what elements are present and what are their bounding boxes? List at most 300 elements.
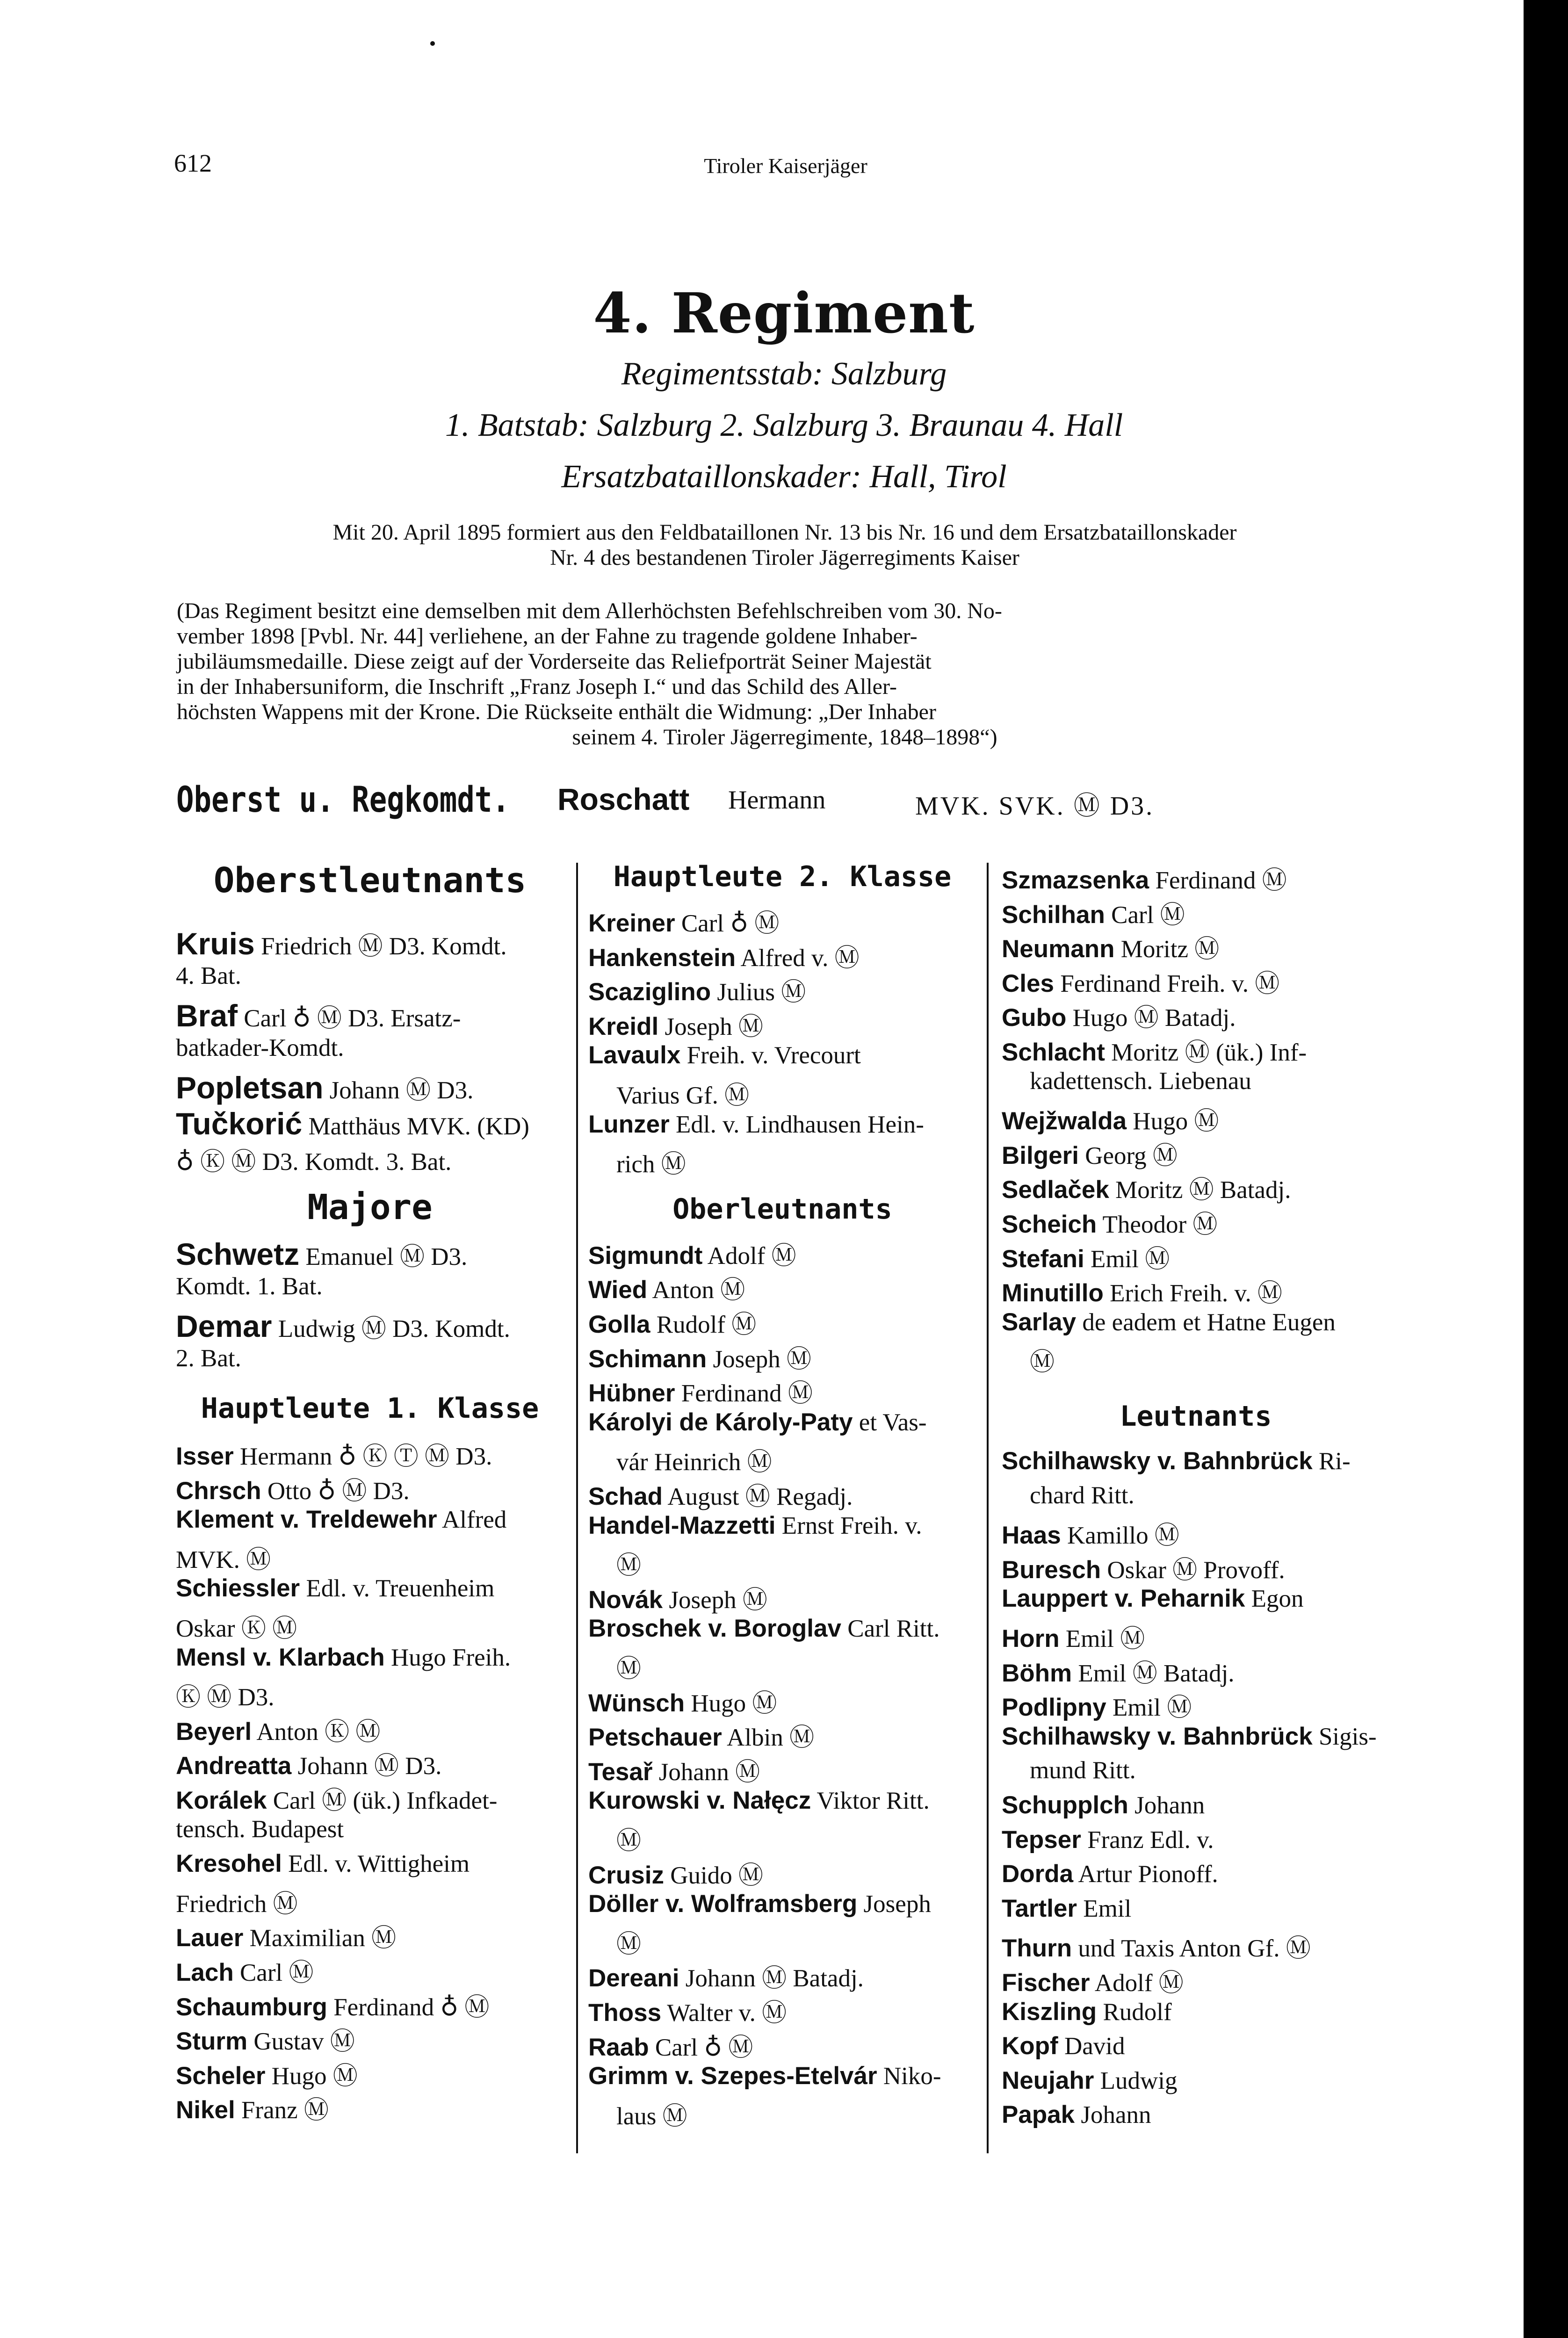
roster-entry — [588, 1614, 940, 1643]
page-title: 4. Regiment — [593, 281, 975, 346]
officer-surname: Demar — [176, 1309, 272, 1343]
officer-surname: Hübner — [588, 1379, 675, 1407]
officer-details: Franz Ⓜ — [235, 2097, 329, 2124]
officer-details: Ⓚ Ⓜ D3. — [176, 1684, 275, 1711]
officer-surname: Böhm — [1002, 1659, 1072, 1687]
officer-details: 2. Bat. — [176, 1345, 241, 1372]
officer-details: Adolf Ⓜ — [702, 1242, 796, 1270]
officer-surname: Korálek — [176, 1787, 267, 1814]
officer-surname: Klement v. Treldewehr — [176, 1506, 437, 1534]
officer-surname: Scheich — [1002, 1211, 1097, 1238]
roster-entry — [588, 972, 806, 1008]
roster-entry — [176, 1236, 467, 1272]
roster-entry — [1002, 1273, 1282, 1309]
roster-entry — [588, 1236, 796, 1271]
officer-surname: Schiessler — [176, 1574, 300, 1602]
officer-details: Carl Ⓜ — [233, 1959, 314, 1986]
officer-surname: Kurowski v. Nałęcz — [588, 1787, 811, 1815]
officer-details: Egon — [1245, 1585, 1304, 1613]
roster-entry — [1002, 1136, 1178, 1171]
officer-surname: Schilhawsky v. Bahnbrück — [1002, 1447, 1313, 1475]
officer-surname: Lunzer — [588, 1110, 670, 1138]
roster-entry — [1002, 2032, 1125, 2060]
roster-entry — [1002, 998, 1236, 1033]
officer-surname: Schilhan — [1002, 901, 1105, 929]
officer-details: kadettensch. Liebenau — [1030, 1067, 1251, 1095]
officer-surname: Neumann — [1002, 935, 1115, 963]
roster-entry-continuation — [1002, 1342, 1055, 1378]
officer-details: Ⓜ — [616, 1552, 641, 1580]
officer-surname: Kruis — [176, 926, 255, 961]
roster-entry-continuation — [588, 1821, 641, 1856]
officer-surname: Wünsch — [588, 1689, 685, 1717]
officer-details: Anton Ⓜ — [647, 1277, 745, 1304]
officer-details: mund Ritt. — [1030, 1757, 1136, 1784]
roster-entry — [588, 2028, 753, 2063]
officer-details: Carl Ⓜ (ük.) Infkadet- — [267, 1787, 498, 1814]
officer-details: Ludwig — [1094, 2067, 1178, 2094]
officer-details: Otto ♁ Ⓜ D3. — [261, 1477, 410, 1505]
oberst-decorations: MVK. SVK. Ⓜ D3. — [915, 792, 1155, 821]
officer-surname: Tepser — [1002, 1826, 1081, 1854]
officer-details: Alfred v. Ⓜ — [736, 944, 860, 972]
officer-details: rich Ⓜ — [616, 1151, 686, 1178]
officer-details: Oskar Ⓜ Provoff. — [1101, 1556, 1285, 1584]
roster-entry-continuation — [176, 1344, 241, 1372]
roster-entry — [588, 2062, 941, 2090]
roster-entry — [1002, 1205, 1217, 1240]
roster-entry — [588, 1373, 813, 1409]
section-heading: Hauptleute 1. Klasse — [201, 1392, 539, 1425]
officer-details: Kamillo Ⓜ — [1061, 1522, 1179, 1550]
officer-details: Komdt. 1. Bat. — [176, 1273, 323, 1300]
officer-surname: Kreidl — [588, 1012, 659, 1040]
officer-surname: Andreatta — [176, 1752, 292, 1780]
officer-surname: Thoss — [588, 1999, 662, 2027]
officer-details: Carl Ritt. — [841, 1615, 940, 1643]
officer-surname: Schaumburg — [176, 1993, 327, 2021]
section-heading: Oberleutnants — [672, 1192, 892, 1226]
intro-line: (Das Regiment besitzt eine demselben mit dem Allerhöchsten Befehlschreiben vom 30. No- — [177, 599, 1002, 623]
officer-surname: Schilhawsky v. Bahnbrück — [1002, 1722, 1313, 1750]
roster-entry — [588, 1890, 931, 1918]
column-rule — [987, 863, 989, 2153]
officer-details: Sigis- — [1312, 1723, 1377, 1750]
roster-entry — [176, 2090, 329, 2126]
officer-surname: Thurn — [1002, 1934, 1072, 1963]
officer-details: Hugo Freih. — [384, 1644, 511, 1671]
officer-details: Emil Ⓜ — [1084, 1245, 1170, 1273]
officer-details: Walter v. Ⓜ — [661, 1999, 787, 2027]
officer-details: Anton Ⓚ Ⓜ — [252, 1718, 381, 1746]
subline-ersatz: Ersatzbataillonskader: Hall, Tirol — [561, 459, 1007, 495]
roster-entry — [1002, 1998, 1172, 2026]
roster-entry — [588, 1270, 745, 1306]
roster-entry-continuation — [176, 1034, 344, 1062]
officer-details: Friedrich Ⓜ — [176, 1890, 298, 1918]
officer-surname: Scaziglino — [588, 978, 711, 1006]
roster-entry — [176, 1574, 494, 1602]
subline-regimentsstab: Regimentsstab: Salzburg — [621, 356, 947, 392]
officer-surname: Cles — [1002, 969, 1054, 997]
officer-details: batkader-Komdt. — [176, 1034, 344, 1061]
officer-details: Ferdinand ♁ Ⓜ — [327, 1993, 490, 2021]
officer-surname: Károlyi de Károly-Paty — [588, 1408, 853, 1436]
roster-entry — [588, 1339, 811, 1375]
intro-line: Mit 20. April 1895 formiert aus den Feldbataillonen Nr. 13 bis Nr. 16 und dem Ersatzbataillonskader — [332, 520, 1237, 545]
roster-entry — [176, 1918, 396, 1954]
roster-entry — [588, 1855, 763, 1891]
officer-details: Hugo Ⓜ — [1127, 1108, 1219, 1135]
roster-entry — [176, 998, 461, 1034]
officer-surname: Sigmundt — [588, 1241, 703, 1270]
officer-details: Ⓜ — [616, 1827, 641, 1855]
officer-details: Johann Ⓜ — [652, 1758, 760, 1786]
officer-details: Varius Gf. Ⓜ — [616, 1082, 750, 1109]
officer-surname: Minutillo — [1002, 1279, 1104, 1307]
officer-surname: Papak — [1002, 2101, 1075, 2129]
roster-entry-continuation — [1002, 1756, 1136, 1784]
scan-speck — [430, 41, 435, 46]
officer-details: Carl Ⓜ — [1105, 901, 1185, 929]
roster-entry-continuation — [176, 1272, 323, 1300]
roster-entry — [588, 1752, 760, 1788]
roster-entry — [1002, 1963, 1184, 1999]
roster-entry — [1002, 1239, 1170, 1275]
officer-details: de eadem et Hatne Eugen — [1076, 1308, 1336, 1336]
roster-entry — [588, 1683, 777, 1719]
roster-entry-continuation — [588, 1442, 772, 1478]
roster-entry — [588, 938, 860, 974]
officer-details: Viktor Ritt. — [811, 1787, 930, 1815]
officer-details: tensch. Budapest — [176, 1815, 344, 1843]
roster-entry-continuation — [588, 1649, 641, 1684]
roster-entry-continuation — [176, 1540, 271, 1575]
roster-entry — [588, 1007, 763, 1042]
officer-details: chard Ritt. — [1030, 1481, 1134, 1509]
officer-details: vár Heinrich Ⓜ — [616, 1449, 772, 1476]
officer-surname: Broschek v. Boroglav — [588, 1615, 841, 1643]
roster-entry-continuation — [176, 1884, 298, 1919]
officer-details: Georg Ⓜ — [1078, 1142, 1178, 1169]
officer-details: Rudolf Ⓜ — [650, 1311, 757, 1338]
officer-surname: Gubo — [1002, 1004, 1067, 1032]
roster-entry — [176, 1505, 506, 1534]
roster-entry-continuation — [1002, 1067, 1251, 1095]
officer-details: Joseph Ⓜ — [663, 1586, 767, 1614]
officer-details: Albin Ⓜ — [722, 1724, 815, 1752]
roster-entry — [588, 1305, 756, 1340]
officer-details: Ernst Freih. v. — [775, 1512, 922, 1539]
officer-surname: Schupplch — [1002, 1791, 1128, 1819]
column-rule — [576, 863, 578, 2153]
roster-entry — [1002, 1308, 1336, 1336]
officer-details: Carl ♁ Ⓜ D3. Ersatz- — [238, 1005, 461, 1032]
officer-surname: Szmazsenka — [1002, 866, 1149, 894]
officer-details: Artur Pionoff. — [1073, 1861, 1218, 1888]
officer-surname: Döller v. Wolframsberg — [588, 1890, 858, 1918]
intro-line: seinem 4. Tiroler Jägerregimente, 1848–1898“) — [572, 725, 997, 750]
officer-surname: Lavaulx — [588, 1041, 681, 1069]
roster-entry — [1002, 895, 1185, 931]
page-number: 612 — [174, 149, 212, 177]
oberst-given-name: Hermann — [728, 786, 826, 815]
officer-details: Rudolf — [1097, 1998, 1172, 2026]
officer-surname: Mensl v. Klarbach — [176, 1643, 385, 1671]
roster-entry — [1002, 1928, 1311, 1964]
officer-surname: Popletsan — [176, 1070, 324, 1105]
officer-details: Emil Ⓜ — [1106, 1694, 1192, 1722]
roster-entry — [176, 1987, 489, 2023]
intro-paragraph-2 — [177, 599, 1393, 750]
roster-entry-continuation — [1002, 1481, 1134, 1509]
officer-details: Moritz Ⓜ (ük.) Inf- — [1105, 1039, 1307, 1066]
roster-entry — [176, 926, 507, 962]
officer-surname: Buresch — [1002, 1556, 1101, 1584]
roster-entry — [588, 1511, 922, 1540]
roster-entry — [588, 903, 779, 939]
roster-entry — [1002, 1688, 1192, 1723]
officer-surname: Braf — [176, 998, 238, 1033]
section-heading: Majore — [307, 1187, 433, 1227]
roster-entry — [1002, 1170, 1291, 1205]
roster-entry-continuation — [588, 1075, 749, 1111]
officer-details: Johann Ⓜ Batadj. — [679, 1965, 864, 1992]
officer-details: Julius Ⓜ — [711, 979, 806, 1006]
roster-entry — [588, 1408, 927, 1436]
roster-entry — [1002, 1894, 1131, 1923]
oberst-rank: Oberst u. Regkomdt. — [176, 779, 510, 820]
officer-details: Johann Ⓜ D3. — [323, 1077, 474, 1104]
officer-surname: Schwetz — [176, 1237, 300, 1271]
roster-entry — [1002, 1101, 1219, 1137]
intro-line: höchsten Wappens mit der Krone. Die Rückseite enthält die Widmung: „Der Inhaber — [177, 700, 936, 724]
roster-entry — [176, 1953, 313, 1988]
roster-entry-continuation — [588, 1924, 641, 1960]
roster-entry — [1002, 1619, 1145, 1654]
officer-surname: Golla — [588, 1311, 650, 1338]
roster-entry — [1002, 1584, 1303, 1613]
roster-entry — [176, 1849, 470, 1878]
officer-surname: Wejžwalda — [1002, 1107, 1127, 1135]
intro-line: in der Inhabersuniform, die Inschrift „Franz Joseph I.“ und das Schild des Aller- — [177, 674, 897, 699]
officer-surname: Scheler — [176, 2062, 266, 2090]
section-heading: Oberstleutnants — [213, 860, 527, 901]
roster-entry — [176, 2056, 358, 2092]
officer-details: Ri- — [1312, 1448, 1351, 1475]
roster-entry — [176, 1308, 510, 1344]
roster-entry — [176, 1070, 473, 1106]
officer-surname: Isser — [176, 1443, 234, 1470]
officer-surname: Lauer — [176, 1924, 244, 1952]
officer-details: Johann — [1128, 1792, 1205, 1819]
officer-surname: Schlacht — [1002, 1039, 1105, 1066]
officer-details: Matthäus MVK. (KD) — [302, 1113, 529, 1140]
officer-surname: Horn — [1002, 1625, 1060, 1652]
officer-details: Carl ♁ Ⓜ — [649, 2034, 753, 2061]
roster-entry — [1002, 1791, 1205, 1819]
officer-details: Gustav Ⓜ — [247, 2028, 355, 2056]
officer-details: Moritz Ⓜ — [1114, 936, 1220, 963]
officer-details: Carl ♁ Ⓜ — [675, 910, 780, 937]
roster-entry-continuation — [176, 1609, 297, 1644]
officer-details: Moritz Ⓜ Batadj. — [1109, 1176, 1291, 1204]
officer-surname: Fischer — [1002, 1969, 1090, 1997]
intro-paragraph-1 — [177, 520, 1393, 570]
roster-entry — [1002, 1550, 1285, 1586]
officer-details: Guido Ⓜ — [664, 1862, 763, 1889]
officer-surname: Lauppert v. Peharnik — [1002, 1585, 1245, 1613]
officer-details: August Ⓜ Regadj. — [663, 1483, 853, 1510]
officer-details: Ferdinand Ⓜ — [1149, 867, 1287, 894]
officer-surname: Lach — [176, 1959, 234, 1986]
running-head: Tiroler Kaiserjäger — [704, 154, 867, 178]
roster-entry — [1002, 1447, 1351, 1475]
officer-surname: Kiszling — [1002, 1998, 1097, 2026]
officer-details: Ferdinand Freih. v. Ⓜ — [1054, 970, 1280, 997]
section-heading: Leutnants — [1120, 1400, 1272, 1433]
officer-surname: Schimann — [588, 1345, 707, 1373]
subline-batstab: 1. Batstab: Salzburg 2. Salzburg 3. Braunau 4. Hall — [445, 407, 1123, 443]
roster-entry — [588, 1580, 767, 1616]
officer-details: Emil Ⓜ Batadj. — [1072, 1660, 1235, 1687]
officer-surname: Tesař — [588, 1758, 653, 1786]
officer-surname: Petschauer — [588, 1724, 722, 1752]
roster-entry — [588, 1477, 853, 1512]
officer-details: David — [1058, 2033, 1125, 2060]
officer-surname: Novák — [588, 1586, 663, 1614]
roster-entry-continuation — [176, 1142, 451, 1177]
roster-entry — [588, 1993, 787, 2028]
officer-details: Freih. v. Vrecourt — [680, 1042, 861, 1069]
officer-details: Joseph — [857, 1891, 931, 1918]
officer-surname: Podlipny — [1002, 1694, 1106, 1722]
officer-details: Hermann ♁ Ⓚ Ⓣ Ⓜ D3. — [233, 1443, 492, 1470]
officer-surname: Hankenstein — [588, 944, 736, 972]
officer-details: 4. Bat. — [176, 962, 241, 989]
scan-border — [1524, 0, 1568, 2338]
officer-surname: Sturm — [176, 2028, 248, 2056]
roster-entry-continuation — [176, 1815, 344, 1843]
officer-surname: Tartler — [1002, 1894, 1077, 1922]
officer-surname: Kreiner — [588, 909, 675, 937]
roster-entry — [1002, 1653, 1235, 1689]
officer-details: Joseph Ⓜ — [658, 1013, 763, 1040]
roster-entry-continuation — [588, 1545, 641, 1581]
roster-entry — [588, 1786, 930, 1815]
oberst-entry — [176, 779, 1392, 825]
roster-entry — [1002, 860, 1287, 896]
roster-entry — [176, 1781, 497, 1816]
officer-surname: Nikel — [176, 2096, 235, 2124]
officer-details: Adolf Ⓜ — [1090, 1970, 1184, 1997]
officer-details: Erich Freih. v. Ⓜ — [1103, 1280, 1283, 1307]
roster-entry-continuation — [588, 1144, 686, 1180]
officer-surname: Dereani — [588, 1964, 679, 1992]
officer-surname: Bilgeri — [1002, 1141, 1079, 1169]
officer-details: Johann Ⓜ D3. — [291, 1753, 442, 1780]
officer-details: Friedrich Ⓜ D3. Komdt. — [254, 933, 507, 960]
intro-line: vember 1898 [Pvbl. Nr. 44] verliehene, an der Fahne zu tragende goldene Inhaber- — [177, 624, 918, 649]
roster-entry — [588, 1110, 924, 1139]
roster-entry — [1002, 1515, 1179, 1551]
officer-surname: Haas — [1002, 1522, 1061, 1550]
roster-entry — [176, 1712, 380, 1747]
officer-details: Hugo Ⓜ — [685, 1689, 777, 1717]
officer-details: laus Ⓜ — [616, 2102, 687, 2130]
officer-details: Ⓜ — [616, 1655, 641, 1682]
officer-surname: Dorda — [1002, 1860, 1074, 1888]
roster-entry — [588, 1041, 861, 1069]
officer-details: Edl. v. Wittigheim — [282, 1850, 470, 1878]
officer-details: Niko- — [877, 2063, 941, 2090]
roster-entry-continuation — [176, 1677, 275, 1713]
officer-details: Hugo Ⓜ Batadj. — [1066, 1004, 1236, 1032]
oberst-surname: Roschatt — [557, 782, 690, 816]
officer-details: Joseph Ⓜ — [707, 1345, 812, 1373]
officer-details: Emil — [1077, 1895, 1132, 1922]
officer-details: Oskar Ⓚ Ⓜ — [176, 1615, 297, 1642]
officer-surname: Grimm v. Szepes-Etelvár — [588, 2062, 877, 2090]
roster-entry-continuation — [588, 2096, 687, 2132]
officer-surname: Beyerl — [176, 1717, 252, 1746]
roster-entry — [176, 1471, 410, 1507]
roster-entry — [1002, 2100, 1151, 2129]
roster-entry — [1002, 964, 1279, 999]
officer-details: Theodor Ⓜ — [1097, 1211, 1218, 1238]
roster-entry — [1002, 1860, 1218, 1888]
roster-entry — [176, 1106, 529, 1141]
officer-details: ♁ Ⓚ Ⓜ D3. Komdt. 3. Bat. — [176, 1148, 452, 1176]
section-heading: Hauptleute 2. Klasse — [613, 860, 952, 893]
roster-entry — [176, 1643, 511, 1672]
officer-surname: Raab — [588, 2033, 649, 2061]
officer-details: Ⓜ — [1030, 1349, 1055, 1376]
officer-details: Edl. v. Treuenheim — [300, 1575, 495, 1602]
officer-details: Emil Ⓜ — [1059, 1625, 1145, 1652]
intro-line: Nr. 4 des bestandenen Tiroler Jägerregiments Kaiser — [550, 545, 1019, 570]
officer-details: Franz Edl. v. — [1081, 1826, 1214, 1854]
officer-details: Ferdinand Ⓜ — [675, 1380, 813, 1407]
officer-surname: Handel-Mazzetti — [588, 1511, 776, 1539]
roster-entry — [588, 1717, 814, 1753]
roster-entry — [1002, 1826, 1214, 1854]
officer-surname: Kopf — [1002, 2032, 1058, 2060]
officer-surname: Stefani — [1002, 1245, 1084, 1273]
officer-details: Edl. v. Lindhausen Hein- — [669, 1111, 924, 1138]
officer-details: MVK. Ⓜ — [176, 1546, 271, 1573]
roster-entry — [176, 2021, 355, 2057]
officer-details: Alfred — [437, 1506, 507, 1534]
roster-entry — [1002, 2066, 1177, 2095]
roster-entry-continuation — [176, 962, 241, 990]
roster-entry — [176, 1746, 441, 1782]
officer-details: Ⓜ — [616, 1930, 641, 1958]
officer-details: Johann — [1075, 2101, 1151, 2129]
roster-entry — [1002, 1722, 1377, 1751]
officer-surname: Sarlay — [1002, 1308, 1077, 1336]
officer-surname: Kresohel — [176, 1850, 282, 1878]
officer-surname: Chrsch — [176, 1477, 261, 1505]
officer-surname: Crusiz — [588, 1861, 664, 1889]
officer-surname: Tučkorić — [176, 1106, 303, 1141]
officer-details: et Vas- — [853, 1408, 927, 1436]
officer-surname: Neujahr — [1002, 2066, 1094, 2094]
officer-details: und Taxis Anton Gf. Ⓜ — [1072, 1935, 1311, 1963]
officer-surname: Sedlaček — [1002, 1176, 1109, 1204]
officer-details: Maximilian Ⓜ — [243, 1925, 397, 1952]
officer-surname: Wied — [588, 1276, 648, 1304]
